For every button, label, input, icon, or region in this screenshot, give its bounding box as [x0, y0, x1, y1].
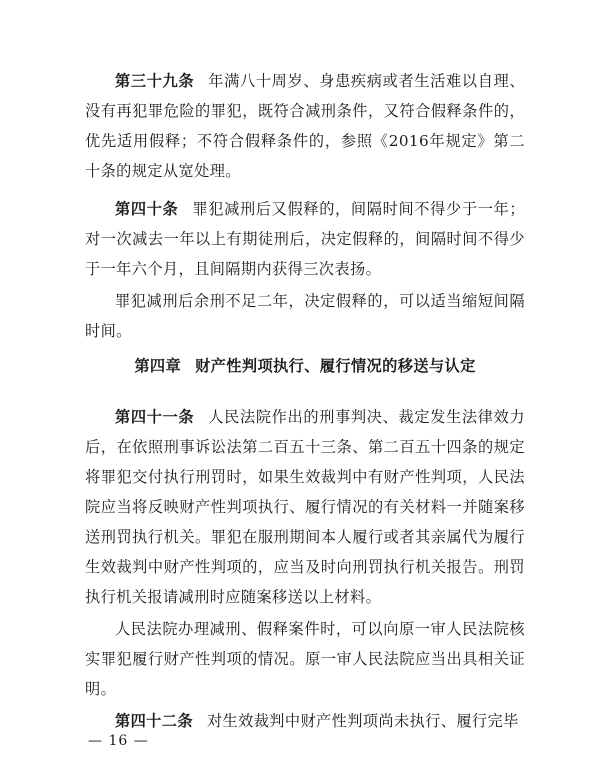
article-41-paragraph [85, 402, 525, 612]
paragraph-text: 罪犯减刑后余刑不足二年，决定假释的，可以适当缩短间隔时间。 [85, 292, 525, 340]
article-number: 第四十二条 [115, 712, 193, 730]
chapter-heading [85, 351, 525, 381]
article-number: 第三十九条 [115, 72, 195, 90]
article-number: 第四十一条 [115, 408, 195, 426]
page-number: — 16 — [88, 733, 149, 749]
article-text: 对生效裁判中财产性判项尚未执行、履行完毕 [206, 712, 519, 730]
article-40-second-paragraph [85, 286, 525, 346]
article-40-paragraph [85, 194, 525, 284]
chapter-number: 第四章 [134, 357, 182, 375]
article-number: 第四十条 [115, 200, 179, 218]
article-text: 罪犯减刑后又假释的，间隔时间不得少于一年；对一次减去一年以上有期徒刑后，决定假释的，间隔时间不得少于一年六个月，且间隔期内获得三次表扬。 [85, 200, 525, 278]
article-42-paragraph [85, 706, 525, 736]
article-39-paragraph [85, 66, 525, 186]
article-41-second-paragraph [85, 614, 525, 704]
paragraph-text: 人民法院办理减刑、假释案件时，可以向原一审人民法院核实罪犯履行财产性判项的情况。原一审人民法院应当出具相关证明。 [85, 620, 525, 698]
chapter-title: 财产性判项执行、履行情况的移送与认定 [195, 357, 476, 375]
article-text: 年满八十周岁、身患疾病或者生活难以自理、没有再犯罪危险的罪犯，既符合减刑条件，又符合假释条件的，优先适用假释；不符合假释条件的，参照《2016年规定》第二十条的规定从宽处理。 [85, 72, 526, 180]
article-text: 人民法院作出的刑事判决、裁定发生法律效力后，在依照刑事诉讼法第二百五十三条、第二百五十四条的规定将罪犯交付执行刑罚时，如果生效裁判中有财产性判项，人民法院应当将反映财产性判项执行、履行情况的有关材料一并随案移送刑罚执行机关。罪犯在服刑期间本人履行或者其亲属代为履行生效裁判中财产性判项的，应当及时向刑罚执行机关报告。刑罚执行机关报请减刑时应随案移送以上材料。 [85, 408, 526, 606]
